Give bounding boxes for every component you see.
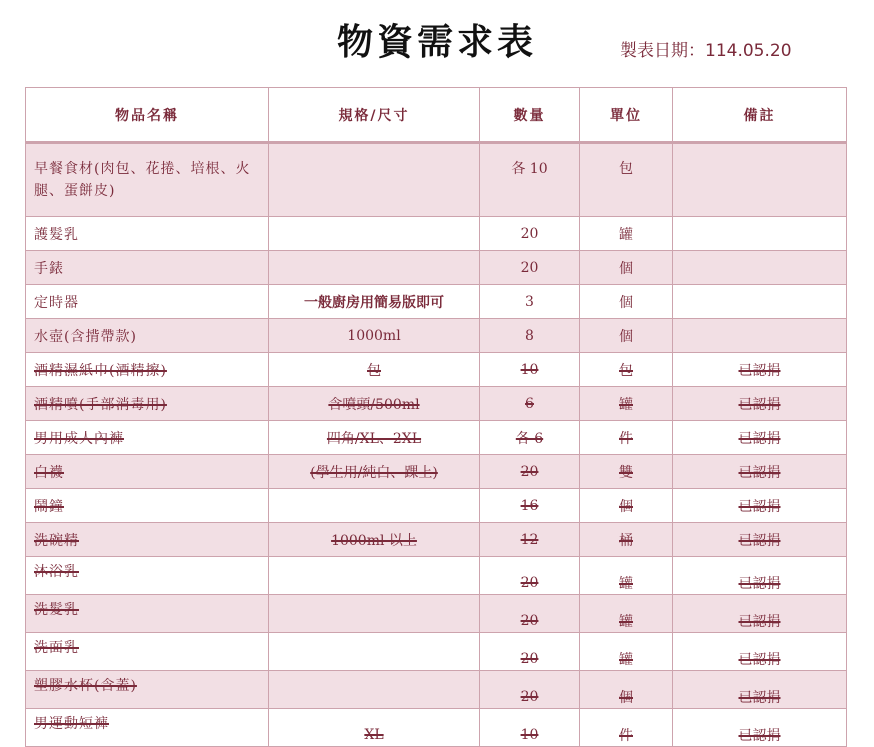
item-spec: 1000ml 以上 bbox=[269, 523, 480, 557]
table-row bbox=[26, 319, 847, 353]
item-spec bbox=[269, 633, 480, 671]
item-quantity: 12 bbox=[480, 523, 580, 557]
creation-date: 製表日期：114.05.20 bbox=[620, 41, 792, 61]
item-name: 男運動短褲 bbox=[26, 709, 269, 747]
item-unit: 個 bbox=[580, 251, 673, 285]
item-note: 已認捐 bbox=[673, 709, 847, 747]
item-spec: (學生用/純白、踝上) bbox=[269, 455, 480, 489]
item-quantity: 20 bbox=[480, 455, 580, 489]
item-unit: 個 bbox=[580, 319, 673, 353]
item-unit: 個 bbox=[580, 489, 673, 523]
item-spec: 1000ml bbox=[269, 319, 480, 353]
table-row bbox=[26, 595, 847, 633]
table-row bbox=[26, 671, 847, 709]
item-quantity: 8 bbox=[480, 319, 580, 353]
item-unit: 罐 bbox=[580, 217, 673, 251]
item-spec: 含噴頭/500ml bbox=[269, 387, 480, 421]
item-quantity: 16 bbox=[480, 489, 580, 523]
item-spec bbox=[269, 595, 480, 633]
item-note bbox=[673, 251, 847, 285]
item-name: 洗面乳 bbox=[26, 633, 269, 671]
item-quantity: 20 bbox=[480, 557, 580, 595]
table-row bbox=[26, 387, 847, 421]
table-row bbox=[26, 709, 847, 747]
item-spec bbox=[269, 251, 480, 285]
item-spec: 四角/XL、2XL bbox=[269, 421, 480, 455]
item-quantity: 10 bbox=[480, 709, 580, 747]
item-name: 定時器 bbox=[26, 285, 269, 319]
item-note: 已認捐 bbox=[673, 557, 847, 595]
item-note bbox=[673, 217, 847, 251]
item-note: 已認捐 bbox=[673, 671, 847, 709]
item-spec bbox=[269, 217, 480, 251]
item-spec bbox=[269, 489, 480, 523]
item-name: 護髮乳 bbox=[26, 217, 269, 251]
table-row bbox=[26, 285, 847, 319]
item-quantity: 20 bbox=[480, 251, 580, 285]
item-unit: 個 bbox=[580, 671, 673, 709]
item-note: 已認捐 bbox=[673, 489, 847, 523]
item-note bbox=[673, 143, 847, 217]
page-title: 物資需求表 bbox=[336, 22, 537, 63]
item-note: 已認捐 bbox=[673, 387, 847, 421]
item-quantity: 6 bbox=[480, 387, 580, 421]
item-name: 手錶 bbox=[26, 251, 269, 285]
item-unit: 罐 bbox=[580, 557, 673, 595]
item-name: 沐浴乳 bbox=[26, 557, 269, 595]
item-spec: 一般廚房用簡易版即可 bbox=[269, 285, 480, 319]
item-note bbox=[673, 319, 847, 353]
table-row bbox=[26, 633, 847, 671]
item-unit: 個 bbox=[580, 285, 673, 319]
item-note: 已認捐 bbox=[673, 633, 847, 671]
table-row bbox=[26, 557, 847, 595]
item-note bbox=[673, 285, 847, 319]
table-row bbox=[26, 353, 847, 387]
item-name: 早餐食材(肉包、花捲、培根、火腿、蛋餅皮) bbox=[26, 143, 269, 217]
item-unit: 雙 bbox=[580, 455, 673, 489]
item-quantity: 20 bbox=[480, 671, 580, 709]
item-unit: 罐 bbox=[580, 595, 673, 633]
item-quantity: 各 6 bbox=[480, 421, 580, 455]
table-row bbox=[26, 455, 847, 489]
item-spec: XL bbox=[269, 709, 480, 747]
header-unit: 單位 bbox=[580, 88, 673, 143]
item-name: 水壺(含揹帶款) bbox=[26, 319, 269, 353]
item-quantity: 20 bbox=[480, 633, 580, 671]
supply-table bbox=[25, 87, 847, 747]
item-note: 已認捐 bbox=[673, 523, 847, 557]
header-item-name: 物品名稱 bbox=[26, 88, 269, 143]
item-unit: 件 bbox=[580, 709, 673, 747]
item-spec bbox=[269, 557, 480, 595]
item-spec: 包 bbox=[269, 353, 480, 387]
item-quantity: 20 bbox=[480, 217, 580, 251]
item-quantity: 3 bbox=[480, 285, 580, 319]
item-note: 已認捐 bbox=[673, 353, 847, 387]
item-quantity: 20 bbox=[480, 595, 580, 633]
item-quantity: 10 bbox=[480, 353, 580, 387]
table-row bbox=[26, 489, 847, 523]
table-header-row bbox=[26, 88, 847, 143]
table-row bbox=[26, 251, 847, 285]
header-quantity: 數量 bbox=[480, 88, 580, 143]
item-name: 塑膠水杯(含蓋) bbox=[26, 671, 269, 709]
item-name: 酒精濕紙巾(酒精擦) bbox=[26, 353, 269, 387]
item-name: 白襪 bbox=[26, 455, 269, 489]
item-unit: 件 bbox=[580, 421, 673, 455]
item-unit: 包 bbox=[580, 143, 673, 217]
item-unit: 包 bbox=[580, 353, 673, 387]
header-note: 備註 bbox=[673, 88, 847, 143]
item-unit: 罐 bbox=[580, 633, 673, 671]
item-note: 已認捐 bbox=[673, 595, 847, 633]
table-row bbox=[26, 143, 847, 217]
table-row bbox=[26, 421, 847, 455]
item-name: 鬧鐘 bbox=[26, 489, 269, 523]
item-note: 已認捐 bbox=[673, 455, 847, 489]
item-quantity: 各 10 bbox=[480, 143, 580, 217]
item-name: 酒精噴(手部消毒用) bbox=[26, 387, 269, 421]
item-name: 洗髮乳 bbox=[26, 595, 269, 633]
item-note: 已認捐 bbox=[673, 421, 847, 455]
table-row bbox=[26, 523, 847, 557]
table-row bbox=[26, 217, 847, 251]
item-unit: 罐 bbox=[580, 387, 673, 421]
item-spec bbox=[269, 143, 480, 217]
item-name: 洗碗精 bbox=[26, 523, 269, 557]
header-spec: 規格/尺寸 bbox=[269, 88, 480, 143]
item-unit: 桶 bbox=[580, 523, 673, 557]
item-name: 男用成人內褲 bbox=[26, 421, 269, 455]
item-spec bbox=[269, 671, 480, 709]
